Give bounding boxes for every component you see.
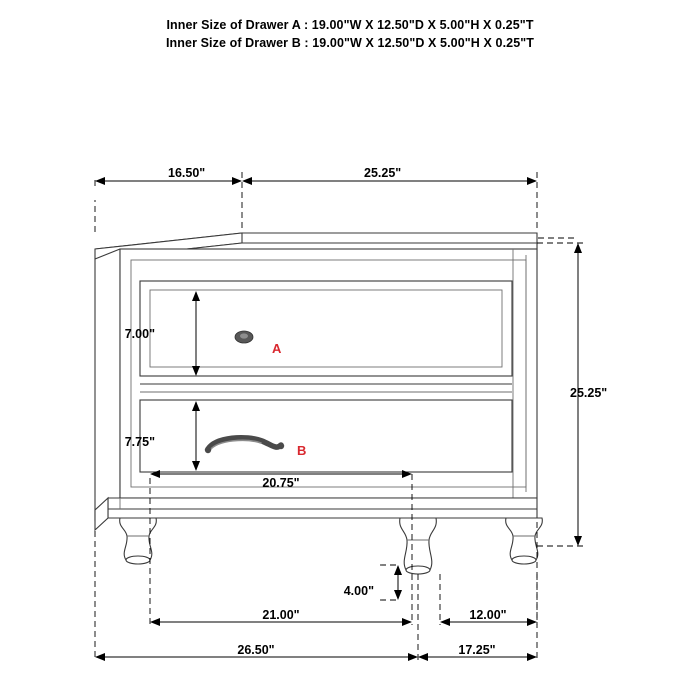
nightstand-body — [95, 233, 542, 574]
dim-right-height: 25.25" — [570, 386, 608, 400]
dim-side-depth: 12.00" — [469, 608, 507, 622]
dim-leg-height: 4.00" — [343, 584, 374, 598]
dim-overall-width: 26.50" — [237, 643, 275, 657]
dim-base-width: 21.00" — [262, 608, 300, 622]
drawer-b-spec-text: Inner Size of Drawer B : 19.00"W X 12.50"D X 5.00"H X 0.25"T — [165, 36, 535, 50]
drawer-a-spec-text: Inner Size of Drawer A : 19.00"W X 12.50"D X 5.00"H X 0.25"T — [166, 18, 534, 32]
dim-drawer-b-height: 7.75" — [124, 435, 155, 449]
dim-overall-depth: 17.25" — [458, 643, 496, 657]
dim-drawer-a-height: 7.00" — [124, 327, 155, 341]
drawer-a-label: A — [272, 341, 282, 356]
dim-drawer-b-width: 20.75" — [262, 476, 300, 490]
drawer-b-label: B — [297, 443, 307, 458]
dim-top-right: 25.25" — [364, 166, 402, 180]
dim-top-left: 16.50" — [168, 166, 206, 180]
